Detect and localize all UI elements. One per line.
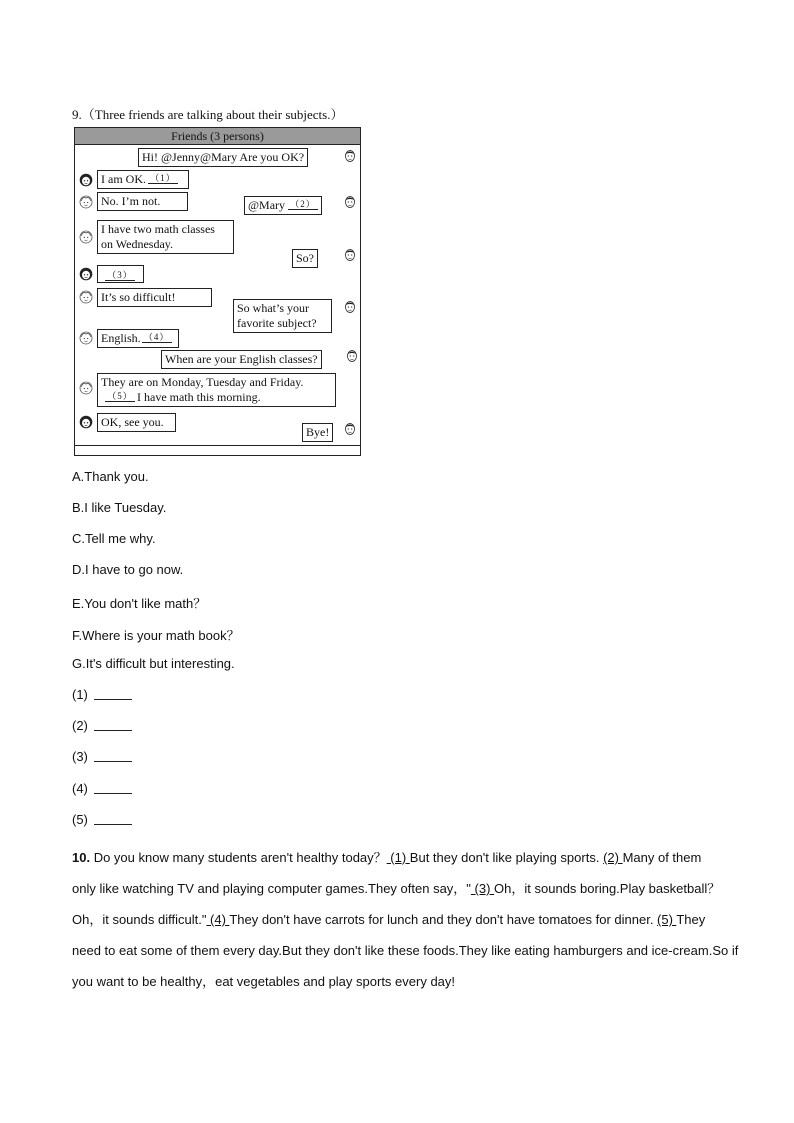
answer-label: (1)	[72, 687, 88, 702]
boy-avatar-icon	[343, 422, 357, 436]
chat-message-girl-3	[97, 220, 234, 254]
chat-message-girl-2: No. I’m not.	[97, 192, 188, 211]
passage-line-5: you want to be healthy，eat vegetables and play sports every day!	[72, 974, 456, 989]
passage-text: Many of them	[622, 850, 702, 865]
message-line-1: They are on Monday, Tuesday and Friday.	[101, 375, 304, 389]
girl-light-hair-avatar-icon	[79, 230, 93, 244]
answer-blank[interactable]	[94, 720, 132, 731]
answer-1	[72, 687, 132, 702]
girl-dark-hair-avatar-icon	[79, 267, 93, 281]
message-text: English.	[101, 331, 141, 345]
girl-light-hair-avatar-icon	[79, 381, 93, 395]
message-line-2	[101, 390, 332, 405]
passage-line-3	[72, 904, 732, 935]
answer-blank[interactable]	[94, 814, 132, 825]
option-c: C.Tell me why.	[72, 531, 156, 546]
answer-3	[72, 749, 132, 764]
passage-text: They don't have carrots for lunch and they don't have tomatoes for dinner.	[229, 912, 658, 927]
chat-message-boy-5: When are your English classes?	[161, 350, 322, 369]
chat-window	[74, 127, 361, 456]
chat-message-boy-4	[233, 299, 332, 333]
chat-message-boy-6: Bye!	[302, 423, 333, 442]
chat-message-boy-1: Hi! @Jenny@Mary Are you OK?	[138, 148, 308, 167]
gap-2: （2）	[288, 200, 318, 210]
answer-blank[interactable]	[94, 751, 132, 762]
passage-line-4: need to eat some of them every day.But they don't like these foods.They like eating hamburgers and ice-cream.So if	[72, 943, 739, 958]
chat-message-girl-6	[97, 329, 179, 348]
passage-text: Do you know many students aren't healthy today？	[90, 850, 387, 865]
option-d: D.I have to go now.	[72, 562, 184, 577]
answer-blank[interactable]	[94, 783, 132, 794]
chat-header: Friends (3 persons)	[75, 128, 360, 145]
blank-1: (1)	[386, 850, 410, 865]
message-text: @Mary	[248, 198, 286, 212]
answer-blank[interactable]	[94, 689, 132, 700]
question-9-title: 9.（Three friends are talking about their subjects.）	[72, 107, 344, 122]
message-line-2: on Wednesday.	[101, 237, 174, 251]
boy-avatar-icon	[343, 300, 357, 314]
boy-avatar-icon	[343, 149, 357, 163]
message-line-1: So what’s your	[237, 301, 309, 315]
boy-avatar-icon	[343, 248, 357, 262]
passage-text: Oh，it sounds boring.Play basketball？	[494, 881, 721, 896]
answer-label: (2)	[72, 718, 88, 733]
chat-message-girl-5: It’s so difficult!	[97, 288, 212, 307]
blank-2: (2)	[603, 850, 623, 865]
chat-footer-divider	[75, 445, 360, 446]
option-e: E.You don't like math？	[72, 596, 207, 611]
answer-5	[72, 812, 132, 827]
message-text: I have math this morning.	[137, 390, 261, 404]
message-line-2: favorite subject?	[237, 316, 317, 330]
option-g: G.It's difficult but interesting.	[72, 656, 235, 671]
option-f: F.Where is your math book？	[72, 628, 240, 643]
girl-dark-hair-avatar-icon	[79, 173, 93, 187]
blank-4: (4)	[206, 912, 230, 927]
answer-label: (4)	[72, 781, 88, 796]
chat-message-girl-7	[97, 373, 336, 407]
option-a: A.Thank you.	[72, 469, 149, 484]
girl-dark-hair-avatar-icon	[79, 415, 93, 429]
message-text: I am OK.	[101, 172, 146, 186]
passage-line-2	[72, 873, 732, 904]
passage-text: Oh，it sounds difficult."	[72, 912, 207, 927]
gap-1: （1）	[148, 174, 178, 184]
boy-avatar-icon	[343, 195, 357, 209]
answer-label: (5)	[72, 812, 88, 827]
passage-text: But they don't like playing sports.	[409, 850, 604, 865]
option-b: B.I like Tuesday.	[72, 500, 167, 515]
chat-message-boy-3: So?	[292, 249, 318, 268]
passage-text: They	[676, 912, 706, 927]
gap-4: （4）	[142, 333, 172, 343]
chat-message-boy-2	[244, 196, 322, 215]
answer-label: (3)	[72, 749, 88, 764]
message-line-1: I have two math classes	[101, 222, 215, 236]
passage-text: only like watching TV and playing computer games.They often say，"	[72, 881, 471, 896]
chat-message-girl-8: OK, see you.	[97, 413, 176, 432]
question-10-passage	[72, 842, 739, 997]
passage-line-1	[72, 842, 732, 873]
blank-3: (3)	[470, 881, 495, 896]
girl-light-hair-avatar-icon	[79, 290, 93, 304]
gap-5: （5）	[105, 392, 135, 402]
chat-message-girl-1	[97, 170, 189, 189]
girl-light-hair-avatar-icon	[79, 331, 93, 345]
answer-2	[72, 718, 132, 733]
chat-message-girl-4	[97, 265, 144, 283]
question-10-number: 10.	[72, 850, 91, 865]
boy-avatar-icon	[345, 349, 359, 363]
gap-3: （3）	[105, 271, 135, 281]
blank-5: (5)	[657, 912, 677, 927]
answer-4	[72, 781, 132, 796]
girl-light-hair-avatar-icon	[79, 195, 93, 209]
